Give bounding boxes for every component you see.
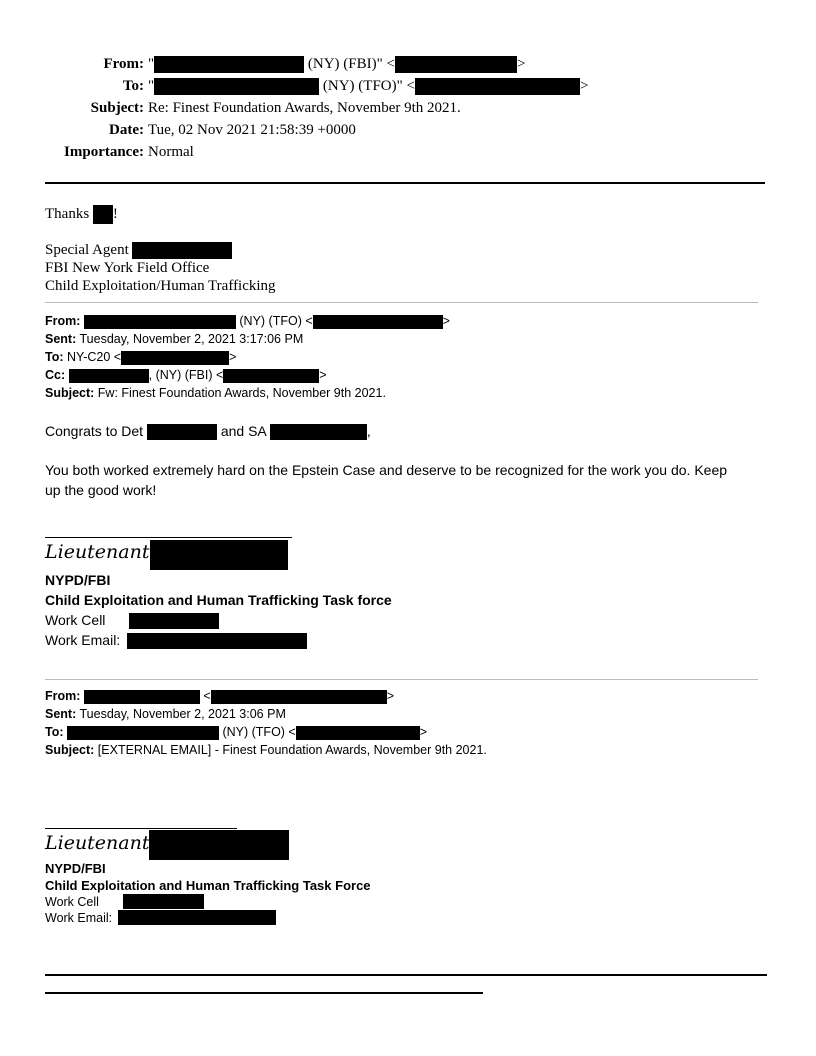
date-label: Date: <box>109 122 144 138</box>
reply-signature-office: FBI New York Field Office <box>45 260 210 276</box>
redaction-block <box>132 242 232 259</box>
redaction-block <box>296 726 420 740</box>
msg1-sent: Sent: Tuesday, November 2, 2021 3:17:06 PM <box>45 332 304 346</box>
msg2-sent: Sent: Tuesday, November 2, 2021 3:06 PM <box>45 707 286 721</box>
redaction-block <box>415 78 580 95</box>
redaction-block <box>313 315 443 329</box>
redaction-block <box>154 56 304 73</box>
from-value: " (NY) (FBI)" < > <box>148 56 526 72</box>
redaction-block <box>147 424 217 440</box>
signature-rule <box>45 537 292 538</box>
redaction-block <box>118 910 276 925</box>
footer-rule <box>45 992 483 994</box>
msg2-sig-org: NYPD/FBI <box>45 861 106 876</box>
msg2-work-email: Work Email: <box>45 911 113 925</box>
redaction-block <box>154 78 319 95</box>
msg1-from: From: (NY) (TFO) < > <box>45 314 450 328</box>
redaction-block <box>223 369 319 383</box>
msg2-to: To: (NY) (TFO) < > <box>45 725 428 739</box>
msg1-body-line1: You both worked extremely hard on the Epstein Case and deserve to be recognized for the work you do. Keep <box>45 462 728 478</box>
redaction-block <box>211 690 387 704</box>
header-divider <box>45 182 765 184</box>
msg1-signature-script: Lieutenant <box>45 541 150 563</box>
to-value: " (NY) (TFO)" < > <box>148 78 589 94</box>
msg1-sig-org: NYPD/FBI <box>45 572 111 588</box>
msg1-work-cell: Work Cell <box>45 612 106 628</box>
redaction-block <box>93 205 113 224</box>
signature-rule <box>45 828 237 829</box>
msg1-congrats: Congrats to Det and SA , <box>45 423 371 439</box>
msg1-subject: Subject: Fw: Finest Foundation Awards, November 9th 2021. <box>45 386 386 400</box>
redaction-block <box>84 690 200 704</box>
msg2-sig-unit: Child Exploitation and Human Trafficking Task Force <box>45 878 371 893</box>
redaction-block <box>150 540 288 570</box>
redaction-block <box>127 633 307 649</box>
footer-rule <box>45 974 767 976</box>
msg2-subject: Subject: [EXTERNAL EMAIL] - Finest Foundation Awards, November 9th 2021. <box>45 743 487 757</box>
redaction-block <box>69 369 149 383</box>
redaction-block <box>84 315 236 329</box>
msg1-sig-unit: Child Exploitation and Human Trafficking Task force <box>45 592 392 608</box>
message-divider <box>45 679 758 680</box>
redaction-block <box>121 351 229 365</box>
to-label: To: <box>122 78 144 94</box>
msg1-cc: Cc: , (NY) (FBI) < > <box>45 368 327 382</box>
redaction-block <box>67 726 219 740</box>
msg2-signature-script: Lieutenant <box>45 832 150 854</box>
date-value: Tue, 02 Nov 2021 21:58:39 +0000 <box>148 122 356 138</box>
redaction-block <box>123 894 204 909</box>
subject-value: Re: Finest Foundation Awards, November 9th 2021. <box>148 100 461 116</box>
msg1-to: To: NY-C20 < > <box>45 350 237 364</box>
importance-value: Normal <box>148 144 194 160</box>
redaction-block <box>129 613 219 629</box>
subject-label: Subject: <box>90 100 144 116</box>
message-divider <box>45 302 758 303</box>
reply-signature-title: Special Agent <box>45 242 232 259</box>
from-label: From: <box>103 56 144 72</box>
msg2-from: From: < > <box>45 689 395 703</box>
msg1-work-email: Work Email: <box>45 632 121 648</box>
reply-signature-unit: Child Exploitation/Human Trafficking <box>45 278 276 294</box>
msg2-work-cell: Work Cell <box>45 895 99 909</box>
msg1-body-line2: up the good work! <box>45 482 157 498</box>
importance-label: Importance: <box>64 144 144 160</box>
reply-thanks: Thanks ! <box>45 205 118 224</box>
redaction-block <box>149 830 289 860</box>
redaction-block <box>270 424 367 440</box>
redaction-block <box>395 56 517 73</box>
